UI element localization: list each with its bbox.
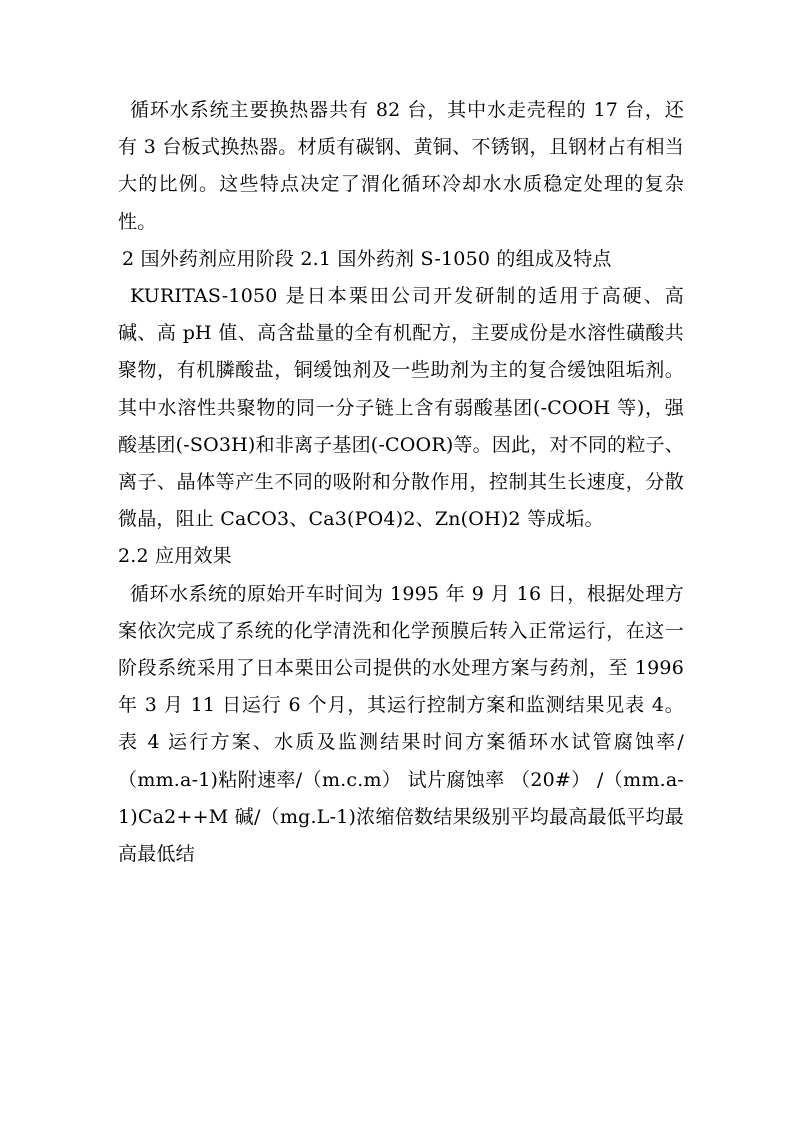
paragraph-operation-results: 循环水系统的原始开车时间为 1995 年 9 月 16 日，根据处理方案依次完成了系统的化学清洗和化学预膜后转入正常运行，在这一阶段系统采用了日本栗田公司提供的水处理方案与药剂，至 1996 年 3 月 11 日运行 6 个月，其运行控制方案和监测结果见表 4。 表 4 运行方案、水质及监测结果时间方案循环水试管腐蚀率/（mm.a-1)粘附速率/（m.c.m） 试片腐蚀率 （20#） /（mm.a-1)Ca2++M 碱/（mg.L-1)浓缩倍数结果级别平均最高最低平均最高最低结: [118, 582, 684, 866]
document-body: [118, 92, 684, 873]
section-heading-application-effect: 2.2 应用效果: [118, 545, 232, 568]
paragraph-kurita-formula: KURITAS-1050 是日本栗田公司开发研制的适用于高硬、高碱、高 pH 值、高含盐量的全有机配方，主要成份是水溶性磺酸共聚物，有机膦酸盐，铜缓蚀剂及一些助剂为主的复合缓蚀阻垢剂。其中水溶性共聚物的同一分子链上含有弱酸基团(-COOH 等)，强酸基团(-SO3H)和非离子基团(-COOR)等。因此，对不同的粒子、离子、晶体等产生不同的吸附和分散作用，控制其生长速度，分散微晶，阻止 CaCO3、Ca3(PO4)2、Zn(OH)2 等成垢。: [118, 285, 684, 531]
paragraph-heat-exchangers: 循环水系统主要换热器共有 82 台，其中水走壳程的 17 台，还有 3 台板式换热器。材质有碳钢、黄铜、不锈钢，且钢材占有相当大的比例。这些特点决定了渭化循环冷却水水质稳定处理的复杂性。: [118, 99, 684, 233]
section-heading-foreign-agent: 2 国外药剂应用阶段 2.1 国外药剂 S-1050 的组成及特点: [122, 247, 612, 270]
